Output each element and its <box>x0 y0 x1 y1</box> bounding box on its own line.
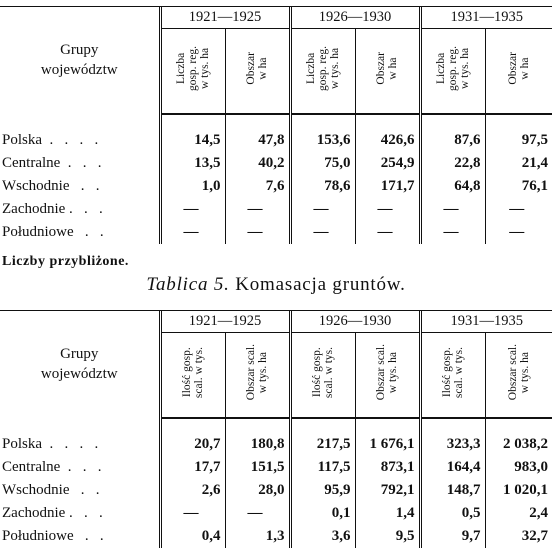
cell: — <box>485 198 552 221</box>
cell: 323,3 <box>420 433 485 456</box>
cell: 64,8 <box>420 175 485 198</box>
cell: 983,0 <box>485 456 552 479</box>
cell: 97,5 <box>485 129 552 152</box>
cell: 75,0 <box>290 152 355 175</box>
column-header: Obszar w ha <box>225 29 290 115</box>
cell: — <box>225 221 290 244</box>
column-header: Ilość gosp. scal. w tys. <box>290 333 355 419</box>
row-label: Polska . . . . <box>2 132 99 148</box>
row-label: Zachodnie . . . <box>2 201 103 217</box>
table-title <box>0 274 552 296</box>
cell: 0,4 <box>160 525 225 548</box>
table-row <box>0 198 552 221</box>
cell: 171,7 <box>355 175 420 198</box>
cell: 1 676,1 <box>355 433 420 456</box>
cell: — <box>355 221 420 244</box>
period-header: 1931—1935 <box>420 6 552 29</box>
cell: 32,7 <box>485 525 552 548</box>
row-label: Wschodnie . . <box>2 178 100 194</box>
cell: 21,4 <box>485 152 552 175</box>
cell: 2,4 <box>485 502 552 525</box>
cell: — <box>160 502 225 525</box>
cell: 151,5 <box>225 456 290 479</box>
cell: 0,5 <box>420 502 485 525</box>
column-header: Obszar w ha <box>355 29 420 115</box>
column-header: Obszar scal. w tys. ha <box>225 333 290 419</box>
row-label: Zachodnie . . . <box>2 505 103 521</box>
cell: 22,8 <box>420 152 485 175</box>
column-header: Obszar w ha <box>485 29 552 115</box>
column-header: Obszar scal. w tys. ha <box>485 333 552 419</box>
cell: — <box>290 198 355 221</box>
cell: 1,0 <box>160 175 225 198</box>
row-label: Polska . . . . <box>2 436 99 452</box>
cell: 9,5 <box>355 525 420 548</box>
group-header: Grupy województw <box>40 42 118 78</box>
table-row <box>0 525 552 548</box>
cell: 217,5 <box>290 433 355 456</box>
cell: 3,6 <box>290 525 355 548</box>
table-2 <box>0 310 552 548</box>
cell: 148,7 <box>420 479 485 502</box>
column-header: Ilość gosp. scal. w tys. <box>160 333 225 419</box>
cell: — <box>355 198 420 221</box>
cell: 153,6 <box>290 129 355 152</box>
period-header: 1921—1925 <box>160 6 290 29</box>
column-header: Liczba gosp. reg. w tys. ha <box>420 29 485 115</box>
cell: 180,8 <box>225 433 290 456</box>
cell: 1,4 <box>355 502 420 525</box>
cell: 95,9 <box>290 479 355 502</box>
cell: — <box>225 198 290 221</box>
cell: 1 020,1 <box>485 479 552 502</box>
footnote: Liczby przybliżone. <box>2 254 129 269</box>
column-header: Ilość gosp. scal. w tys. <box>420 333 485 419</box>
cell: 7,6 <box>225 175 290 198</box>
column-header: Obszar scal. w tys. ha <box>355 333 420 419</box>
period-header: 1921—1925 <box>160 310 290 333</box>
table-1 <box>0 6 552 244</box>
cell: 164,4 <box>420 456 485 479</box>
column-header: Liczba gosp. reg. w tys. ha <box>160 29 225 115</box>
period-header: 1931—1935 <box>420 310 552 333</box>
row-label: Południowe . . <box>2 224 104 240</box>
period-header: 1926—1930 <box>290 6 420 29</box>
column-header: Liczba gosp. reg. w tys. ha <box>290 29 355 115</box>
table-row <box>0 152 552 175</box>
cell: 0,1 <box>290 502 355 525</box>
group-header: Grupy województw <box>40 346 118 382</box>
cell: — <box>290 221 355 244</box>
table-row <box>0 175 552 198</box>
cell: 2 038,2 <box>485 433 552 456</box>
cell: 117,5 <box>290 456 355 479</box>
cell: 1,3 <box>225 525 290 548</box>
cell: 76,1 <box>485 175 552 198</box>
cell: 9,7 <box>420 525 485 548</box>
cell: 13,5 <box>160 152 225 175</box>
cell: 792,1 <box>355 479 420 502</box>
table-caption: Komasacja gruntów. <box>229 274 406 295</box>
cell: 87,6 <box>420 129 485 152</box>
table-row <box>0 502 552 525</box>
table-number: Tablica 5. <box>146 274 230 295</box>
cell: 873,1 <box>355 456 420 479</box>
cell: — <box>485 221 552 244</box>
cell: 426,6 <box>355 129 420 152</box>
table-row <box>0 221 552 244</box>
cell: 20,7 <box>160 433 225 456</box>
cell: — <box>160 198 225 221</box>
row-label: Wschodnie . . <box>2 482 100 498</box>
cell: 28,0 <box>225 479 290 502</box>
table-row <box>0 129 552 152</box>
cell: 47,8 <box>225 129 290 152</box>
table-row <box>0 433 552 456</box>
cell: — <box>420 221 485 244</box>
cell: 14,5 <box>160 129 225 152</box>
period-header: 1926—1930 <box>290 310 420 333</box>
cell: 78,6 <box>290 175 355 198</box>
cell: 2,6 <box>160 479 225 502</box>
cell: — <box>420 198 485 221</box>
row-label: Centralne . . . <box>2 155 102 171</box>
cell: 254,9 <box>355 152 420 175</box>
cell: — <box>160 221 225 244</box>
table-row <box>0 479 552 502</box>
cell: — <box>225 502 290 525</box>
row-label: Centralne . . . <box>2 459 102 475</box>
row-label: Południowe . . <box>2 528 104 544</box>
cell: 17,7 <box>160 456 225 479</box>
cell: 40,2 <box>225 152 290 175</box>
table-row <box>0 456 552 479</box>
